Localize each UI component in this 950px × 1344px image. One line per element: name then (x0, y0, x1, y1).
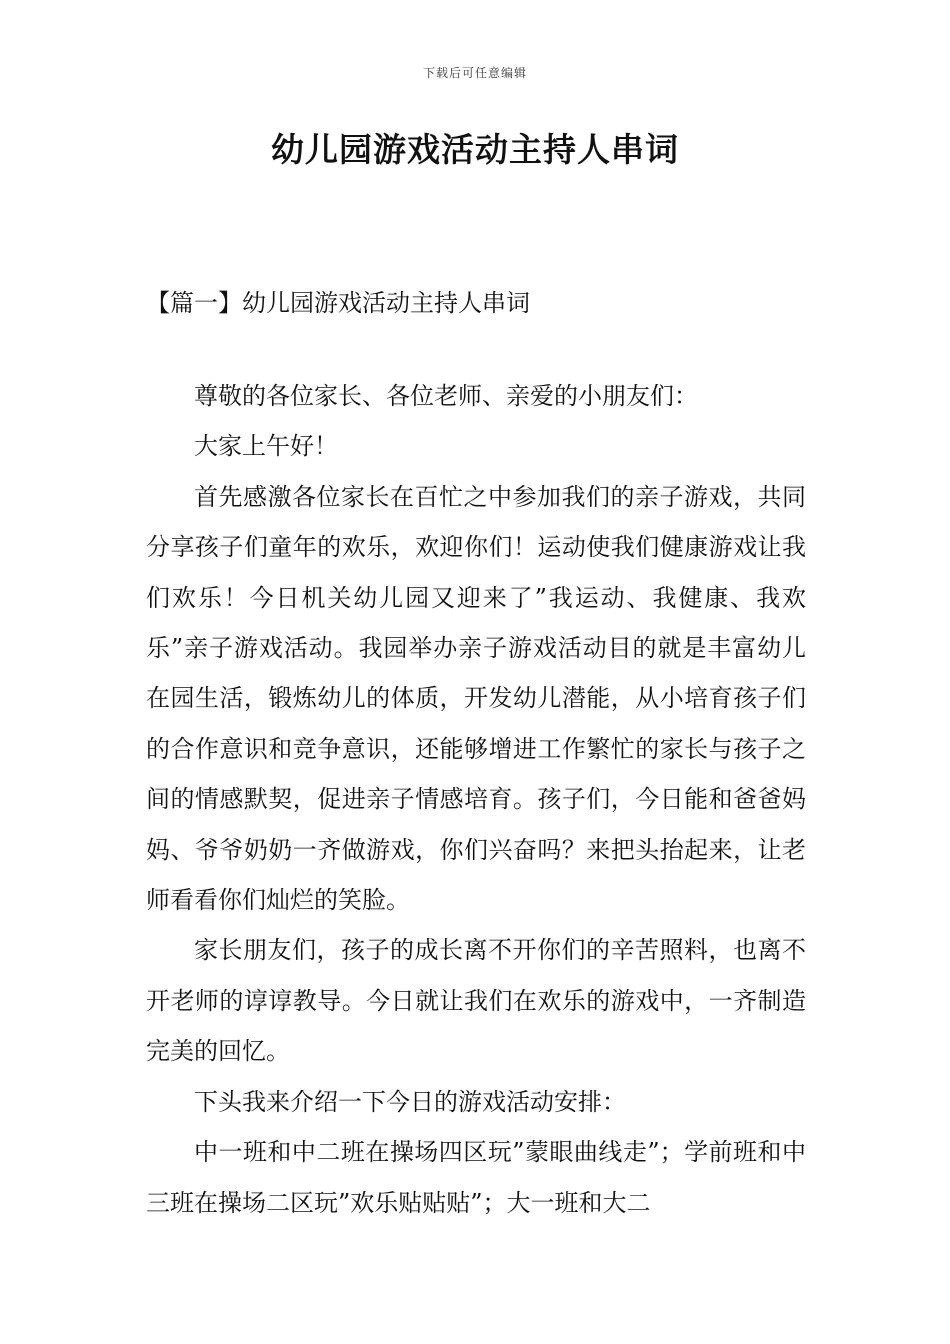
document-title: 幼儿园游戏活动主持人串词 (271, 130, 679, 169)
paragraph-parents: 家长朋友们，孩子的成长离不开你们的辛苦照料，也离不开老师的谆谆教导。今日就让我们在欢乐的游戏中，一齐制造完美的回忆。 (146, 936, 806, 1066)
paragraph-greeting: 尊敬的各位家长、各位老师、亲爱的小朋友们： (194, 382, 698, 410)
body-text (146, 371, 806, 1228)
paragraph-schedule-intro: 下头我来介绍一下今日的游戏活动安排： (194, 1087, 626, 1116)
section-heading: 【篇一】幼儿园游戏活动主持人串词 (146, 289, 530, 317)
paragraph-salutation: 大家上午好！ (194, 432, 338, 461)
paragraph-thanks: 首先感激各位家长在百忙之中参加我们的亲子游戏，共同分享孩子们童年的欢乐，欢迎你们！运动使我们健康游戏让我们欢乐！今日机关幼儿园又迎来了”我运动、我健康、我欢乐”亲子游戏活动。我园举办亲子游戏活动目的就是丰富幼儿在园生活，锻炼幼儿的体质，开发幼儿潜能，从小培育孩子们的合作意识和竞争意识，还能够增进工作繁忙的家长与孩子之间的情感默契，促进亲子情感培育。孩子们，今日能和爸爸妈妈、爷爷奶奶一齐做游戏，你们兴奋吗？来把头抬起来，让老师看看你们灿烂的笑脸。 (146, 482, 806, 915)
header-note: 下载后可任意编辑 (422, 66, 527, 80)
paragraph-schedule: 中一班和中二班在操场四区玩”蒙眼曲线走”；学前班和中三班在操场二区玩”欢乐贴贴贴”；大一班和大二 (146, 1138, 806, 1217)
